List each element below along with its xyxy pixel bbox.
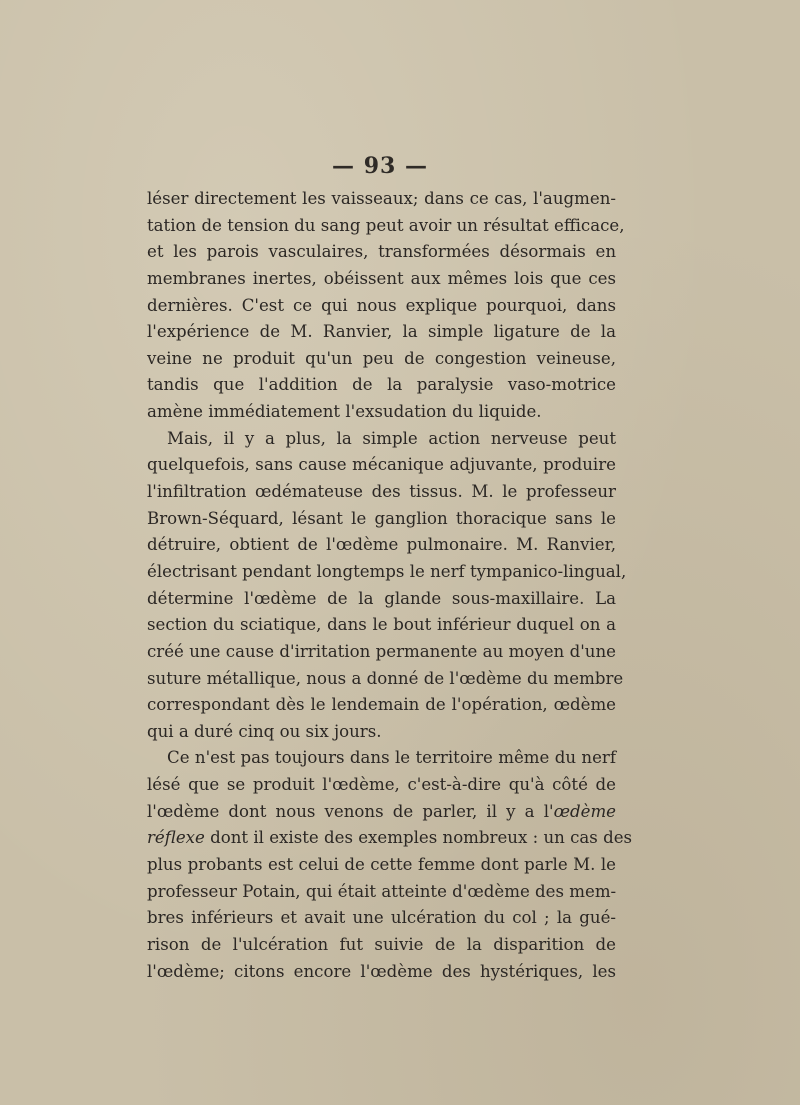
text-line [147,852,616,879]
text-line-content: amène immédiatement l'exsudation du liquide. [147,402,542,422]
text-line-content: quelquefois, sans cause mécanique adjuvante, produire [147,455,616,475]
text-line [147,719,616,746]
text-line [147,612,616,639]
text-line [147,293,616,320]
text-line-content: l'infiltration œdémateuse des tissus. M. le professeur [147,482,616,502]
text-line [147,372,616,399]
text-line-content: membranes inertes, obéissent aux mêmes lois que ces [147,268,616,288]
text-line [147,745,616,772]
text-line-content: électrisant pendant longtemps le nerf tympanico-lingual, [147,561,627,581]
text-line [147,666,624,693]
text-line [147,639,616,666]
text-line-content: bres inférieurs et avait une ulcération du col ; la gué- [147,908,616,928]
text-line [147,932,616,959]
body-text [147,186,633,985]
text-line-content: plus probants est celui de cette femme dont parle M. le [147,855,616,875]
text-line-continuation: dont il existe des exemples nombreux : un cas des [204,828,633,848]
text-line [147,825,633,852]
text-line [147,959,616,986]
text-line-content: lésé que se produit l'œdème, c'est-à-dire qu'à côté de [147,775,616,795]
text-line-content: suture métallique, nous a donné de l'œdème du membre [147,668,624,688]
text-line-content: l'œdème; citons encore l'œdème des hystériques, les [147,961,616,981]
text-line-content: tandis que l'addition de la paralysie vaso-motrice [147,375,616,395]
text-line [147,772,616,799]
text-line [147,399,616,426]
text-line [147,319,616,346]
text-line [147,452,616,479]
text-line [147,692,616,719]
text-line [147,559,627,586]
text-line-content: détruire, obtient de l'œdème pulmonaire. M. Ranvier, [147,535,616,555]
text-line [147,266,616,293]
text-line-content: tation de tension du sang peut avoir un résultat efficace, [147,215,625,235]
text-line-content: léser directement les vaisseaux; dans ce cas, l'augmen- [147,189,616,208]
text-line-content: veine ne produit qu'un peu de congestion veineuse, [147,348,616,368]
text-line-content: dernières. C'est ce qui nous explique pourquoi, dans [147,295,616,315]
text-line [147,479,616,506]
text-line-content: qui a duré cinq ou six jours. [147,721,382,741]
text-line [147,346,616,373]
text-line [147,799,616,826]
page-number: — 93 — [332,153,428,179]
text-line-content: Brown-Séquard, lésant le ganglion thoracique sans le [147,508,616,528]
text-line [147,186,616,213]
text-line [147,239,616,266]
text-line-content: Ce n'est pas toujours dans le territoire même du nerf [167,748,616,768]
text-line-content: Mais, il y a plus, la simple action nerveuse peut [167,428,616,448]
text-line [147,506,616,533]
text-line [147,905,616,932]
text-line-content: section du sciatique, dans le bout inférieur duquel on a [147,615,616,635]
text-line-content: l'expérience de M. Ranvier, la simple ligature de la [147,322,616,342]
italic-term: œdème [553,801,616,821]
italic-term: réflexe [147,828,205,848]
text-line-content: détermine l'œdème de la glande sous-maxillaire. La [147,588,616,608]
text-line-content: l'œdème dont nous venons de parler, il y a l' [147,801,554,821]
text-line-content: professeur Potain, qui était atteinte d'œdème des mem- [147,881,617,901]
text-line [147,879,616,906]
text-line [147,213,625,240]
text-line [147,532,616,559]
text-line-content: rison de l'ulcération fut suivie de la disparition de [147,934,616,954]
text-line-content: et les parois vasculaires, transformées désormais en [147,242,616,262]
text-line [147,586,616,613]
text-line-content: correspondant dès le lendemain de l'opération, œdème [147,695,616,715]
text-line-content: créé une cause d'irritation permanente au moyen d'une [147,641,616,661]
text-line [147,426,616,453]
